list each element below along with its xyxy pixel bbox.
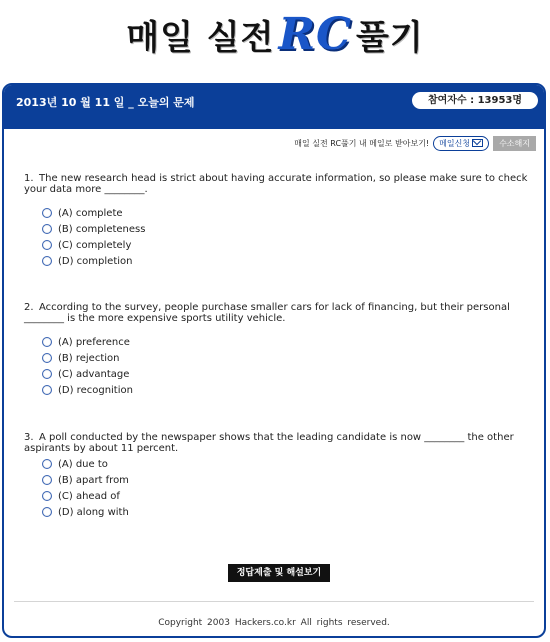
radio-button[interactable]	[42, 507, 52, 517]
option-row[interactable]	[42, 382, 529, 398]
radio-button[interactable]	[42, 224, 52, 234]
question-text	[24, 432, 529, 454]
option-list	[24, 205, 529, 269]
subscription-text: 매일 실전 RC풀기 내 메일로 받아보기!	[294, 138, 430, 148]
copyright-footer: Copyright 2003 Hackers.co.kr All rights reserved.	[158, 618, 390, 628]
question-number: 3.	[24, 432, 34, 443]
option-label: (A) due to	[58, 458, 108, 470]
radio-button[interactable]	[42, 385, 52, 395]
option-row[interactable]	[42, 456, 529, 472]
header-bar	[4, 85, 544, 129]
mail-subscribe-label: 메일신청	[439, 138, 471, 148]
option-label: (A) complete	[58, 207, 123, 219]
radio-button[interactable]	[42, 459, 52, 469]
option-label: (B) completeness	[58, 223, 146, 235]
option-list	[24, 456, 529, 520]
question-body: A poll conducted by the newspaper shows that the leading candidate is now ________ the other aspirants by about 11 percent.	[24, 432, 514, 454]
radio-button[interactable]	[42, 369, 52, 379]
option-label: (D) recognition	[58, 384, 133, 396]
option-row[interactable]	[42, 334, 529, 350]
option-row[interactable]	[42, 253, 529, 269]
question-text	[24, 173, 529, 195]
option-row[interactable]	[42, 488, 529, 504]
option-row[interactable]	[42, 350, 529, 366]
submit-answers-button[interactable]: 정답제출 및 해설보기	[228, 564, 330, 582]
mail-subscribe-button[interactable]	[433, 136, 489, 151]
option-list	[24, 334, 529, 398]
page-title: 2013년 10 월 11 일 _ 오늘의 문제	[16, 96, 195, 109]
radio-button[interactable]	[42, 256, 52, 266]
logo-text-part2: 풀기	[356, 18, 424, 58]
option-row[interactable]	[42, 205, 529, 221]
option-label: (B) apart from	[58, 474, 129, 486]
radio-button[interactable]	[42, 240, 52, 250]
envelope-icon	[472, 139, 483, 147]
option-label: (C) ahead of	[58, 490, 120, 502]
option-label: (C) advantage	[58, 368, 130, 380]
option-row[interactable]	[42, 237, 529, 253]
option-label: (B) rejection	[58, 352, 120, 364]
option-label: (D) along with	[58, 506, 129, 518]
radio-button[interactable]	[42, 475, 52, 485]
logo-rc-text: RC	[278, 9, 353, 60]
logo-text-part1: 매일 실전	[126, 18, 275, 58]
question-1	[24, 173, 529, 269]
logo-title	[126, 9, 424, 60]
question-text	[24, 302, 529, 324]
question-number: 1.	[24, 173, 34, 184]
subscription-toolbar	[294, 135, 536, 151]
cancel-subscription-button[interactable]: 수소해지	[493, 136, 536, 151]
radio-button[interactable]	[42, 208, 52, 218]
question-body: According to the survey, people purchase smaller cars for lack of financing, but their personal ________ is the more expensive sports utility vehicle.	[24, 302, 510, 324]
option-row[interactable]	[42, 366, 529, 382]
question-3	[24, 432, 529, 520]
radio-button[interactable]	[42, 491, 52, 501]
question-number: 2.	[24, 302, 34, 313]
option-row[interactable]	[42, 472, 529, 488]
option-row[interactable]	[42, 504, 529, 520]
radio-button[interactable]	[42, 337, 52, 347]
participants-badge: 참여자수 : 13953명	[412, 92, 538, 109]
option-row[interactable]	[42, 221, 529, 237]
option-label: (C) completely	[58, 239, 132, 251]
option-label: (A) preference	[58, 336, 130, 348]
footer-divider	[14, 601, 534, 602]
radio-button[interactable]	[42, 353, 52, 363]
question-body: The new research head is strict about having accurate information, so please make sure to check your data more ________.	[24, 173, 528, 195]
option-label: (D) completion	[58, 255, 133, 267]
quiz-panel	[2, 83, 546, 638]
site-logo	[0, 8, 550, 62]
question-2	[24, 302, 529, 398]
